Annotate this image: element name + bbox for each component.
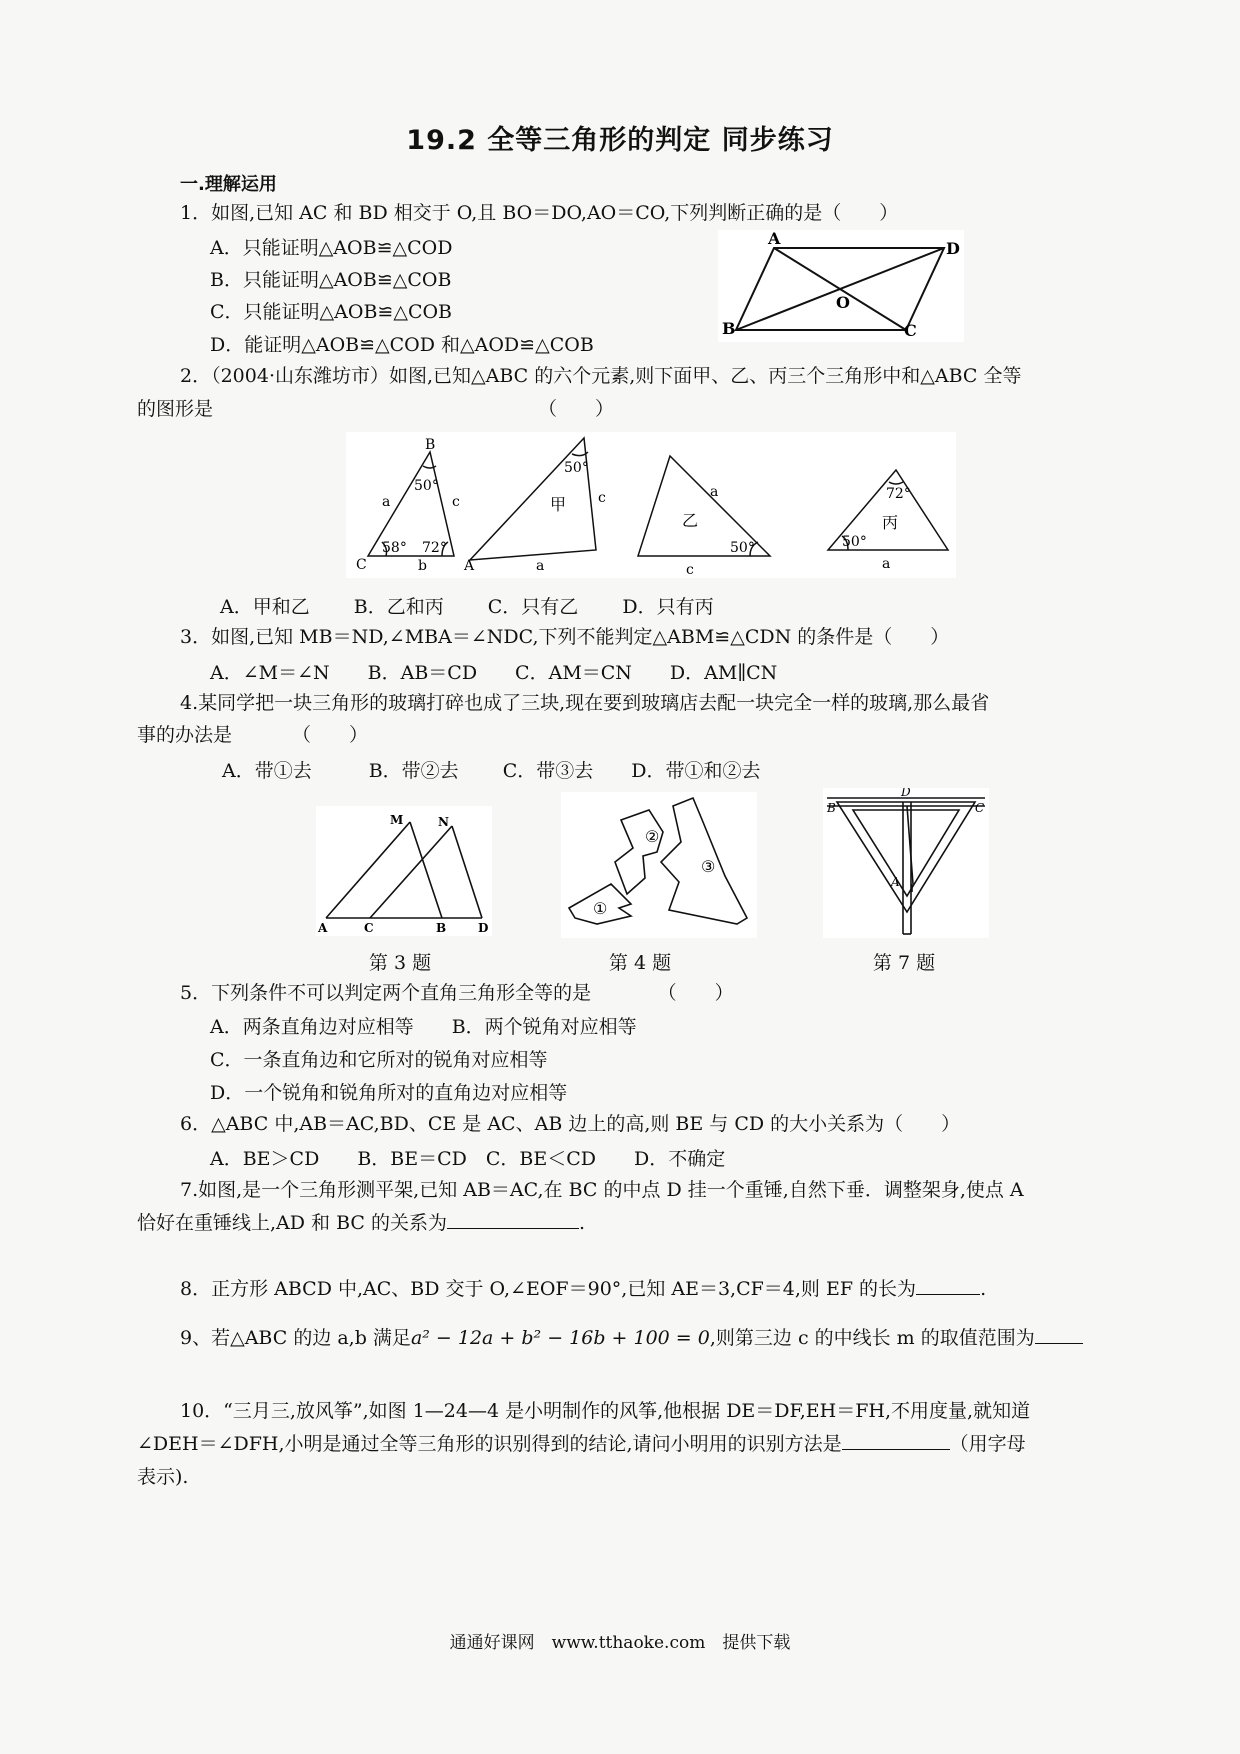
fig7-label-A: A xyxy=(891,875,900,889)
q2-answer-paren: （ ） xyxy=(538,398,615,420)
q3-options: A．∠M＝∠N B．AB＝CD C．AM＝CN D．AM∥CN xyxy=(210,662,778,684)
q8-stem: 8．正方形 ABCD 中,AC、BD 交于 O,∠EOF＝90°,已知 AE＝3,CF＝4,则 EF 的长为 . xyxy=(180,1278,987,1300)
fig7-label-D: D xyxy=(901,788,911,799)
triangles-diagram xyxy=(346,432,956,578)
bing-angle-72: 72° xyxy=(886,486,911,502)
footer-credit: 通通好课网 www.tthaoke.com 提供下载 xyxy=(449,1633,791,1653)
parallelogram-diagram xyxy=(718,230,964,342)
q4-stem-line1: 4.某同学把一块三角形的玻璃打碎也成了三块,现在要到玻璃店去配一块完全一样的玻璃,那么最省 xyxy=(180,692,990,714)
yi-label-a: a xyxy=(710,484,719,500)
q1-figure xyxy=(718,230,964,342)
label-O: O xyxy=(836,293,850,312)
q6-stem: 6．△ABC 中,AB＝AC,BD、CE 是 AC、AB 边上的高,则 BE 与 CD 的大小关系为（ ） xyxy=(180,1113,961,1135)
fig3-label-D: D xyxy=(478,921,489,935)
q1-stem: 1．如图,已知 AC 和 BD 相交于 O,且 BO＝DO,AO＝CO,下列判断正确的是（ ） xyxy=(180,202,899,224)
q2-figure xyxy=(346,432,956,578)
q5-option-c: C．一条直角边和它所对的锐角对应相等 xyxy=(210,1049,548,1071)
q6-options: A．BE＞CD B．BE＝CD C．BE＜CD D．不确定 xyxy=(210,1148,726,1170)
fig4-piece-1: ① xyxy=(593,899,608,918)
q2-options: A．甲和乙 B．乙和丙 C．只有乙 D．只有丙 xyxy=(220,596,714,618)
label-A: A xyxy=(768,230,781,248)
caption-fig4: 第 4 题 xyxy=(608,952,672,974)
fig3-label-B: B xyxy=(436,921,447,935)
q1-option-d: D．能证明△AOB≌△COD 和△AOD≌△COB xyxy=(210,334,594,356)
fig3-diagram xyxy=(316,806,492,936)
fig7-label-C: C xyxy=(975,801,985,815)
yi-angle-50: 50° xyxy=(730,540,755,556)
caption-fig3: 第 3 题 xyxy=(368,952,432,974)
label-C: C xyxy=(904,321,917,340)
fig4-piece-2: ② xyxy=(645,827,660,846)
fig3-label-N: N xyxy=(438,815,449,829)
q9-answer-blank[interactable] xyxy=(1035,1325,1083,1344)
q10-answer-blank[interactable] xyxy=(842,1431,950,1450)
fig3-label-C: C xyxy=(364,921,374,935)
abc-angle-50: 50° xyxy=(414,478,439,494)
q7-stem-line1: 7.如图,是一个三角形测平架,已知 AB＝AC,在 BC 的中点 D 挂一个重锤,自然下垂．调整架身,使点 A xyxy=(180,1179,1024,1201)
jia-label-a: a xyxy=(536,558,545,574)
abc-label-C: C xyxy=(356,557,367,573)
abc-angle-72: 72° xyxy=(422,540,447,556)
q5-option-ab: A．两条直角边对应相等 B．两个锐角对应相等 xyxy=(210,1016,637,1038)
yi-label-c: c xyxy=(686,562,694,578)
q3-stem: 3．如图,已知 MB＝ND,∠MBA＝∠NDC,下列不能判定△ABM≌△CDN 的条件是（ ） xyxy=(180,626,950,648)
label-D: D xyxy=(946,239,960,258)
q9-formula: a² − 12a + b² − 16b + 100 = 0 xyxy=(410,1327,710,1349)
q10-stem-line3: 表示). xyxy=(137,1466,189,1488)
q1-option-b: B．只能证明△AOB≌△COB xyxy=(210,269,452,291)
bing-label: 丙 xyxy=(882,513,899,532)
bing-angle-50: 50° xyxy=(842,534,867,550)
abc-angle-58: 58° xyxy=(382,540,407,556)
q10-stem-line1: 10．“三月三,放风筝”,如图 1—24—4 是小明制作的风筝,他根据 DE＝DF,EH＝FH,不用度量,就知道 xyxy=(180,1400,1031,1422)
abc-label-A: A xyxy=(464,558,475,574)
section-heading: 一.理解运用 xyxy=(180,174,277,195)
q7-stem-line2: 恰好在重锤线上,AD 和 BC 的关系为 . xyxy=(137,1212,586,1234)
q4-answer-paren: （ ） xyxy=(292,724,369,746)
q2-stem-line1: 2．（2004·山东潍坊市）如图,已知△ABC 的六个元素,则下面甲、乙、丙三个三角形中和△ABC 全等 xyxy=(180,365,1022,387)
q1-option-a: A．只能证明△AOB≌△COD xyxy=(210,237,453,259)
fig3-label-M: M xyxy=(390,813,404,827)
q7-answer-blank[interactable] xyxy=(447,1210,579,1229)
jia-label-c: c xyxy=(598,490,606,506)
abc-label-c: c xyxy=(452,494,460,510)
q10-stem-line2: ∠DEH＝∠DFH,小明是通过全等三角形的识别得到的结论,请问小明用的识别方法是 （用字母 xyxy=(137,1433,1026,1455)
fig7 xyxy=(823,788,989,938)
yi-label: 乙 xyxy=(682,511,699,530)
q4-stem-line2: 事的办法是 xyxy=(137,724,233,746)
q2-stem-line2: 的图形是 xyxy=(137,398,214,420)
fig7-label-B: B xyxy=(827,801,836,815)
jia-label: 甲 xyxy=(550,495,567,514)
q1-option-c: C．只能证明△AOB≌△COB xyxy=(210,301,453,323)
fig4-diagram xyxy=(561,792,757,938)
fig7-diagram xyxy=(823,788,989,938)
q9-stem: 9、若△ABC 的边 a,b 满足a² − 12a + b² − 16b + 100 = 0,则第三边 c 的中线长 m 的取值范围为 xyxy=(180,1325,1083,1351)
abc-label-a: a xyxy=(382,494,391,510)
fig4-piece-3: ③ xyxy=(701,857,716,876)
bing-label-a: a xyxy=(882,556,891,572)
label-B: B xyxy=(722,319,736,338)
abc-label-b: b xyxy=(418,558,427,574)
abc-label-B: B xyxy=(425,437,436,453)
fig3 xyxy=(316,806,492,936)
q5-option-d: D．一个锐角和锐角所对的直角边对应相等 xyxy=(210,1082,568,1104)
caption-fig7: 第 7 题 xyxy=(872,952,936,974)
q4-options: A．带①去 B．带②去 C．带③去 D．带①和②去 xyxy=(222,760,761,782)
q5-stem: 5．下列条件不可以判定两个直角三角形全等的是 （ ） xyxy=(180,982,734,1004)
jia-angle-50: 50° xyxy=(564,460,589,476)
fig4 xyxy=(561,792,757,938)
q8-answer-blank[interactable] xyxy=(916,1276,980,1295)
fig3-label-A: A xyxy=(318,921,328,935)
page-title: 19.2 全等三角形的判定 同步练习 xyxy=(406,125,834,156)
